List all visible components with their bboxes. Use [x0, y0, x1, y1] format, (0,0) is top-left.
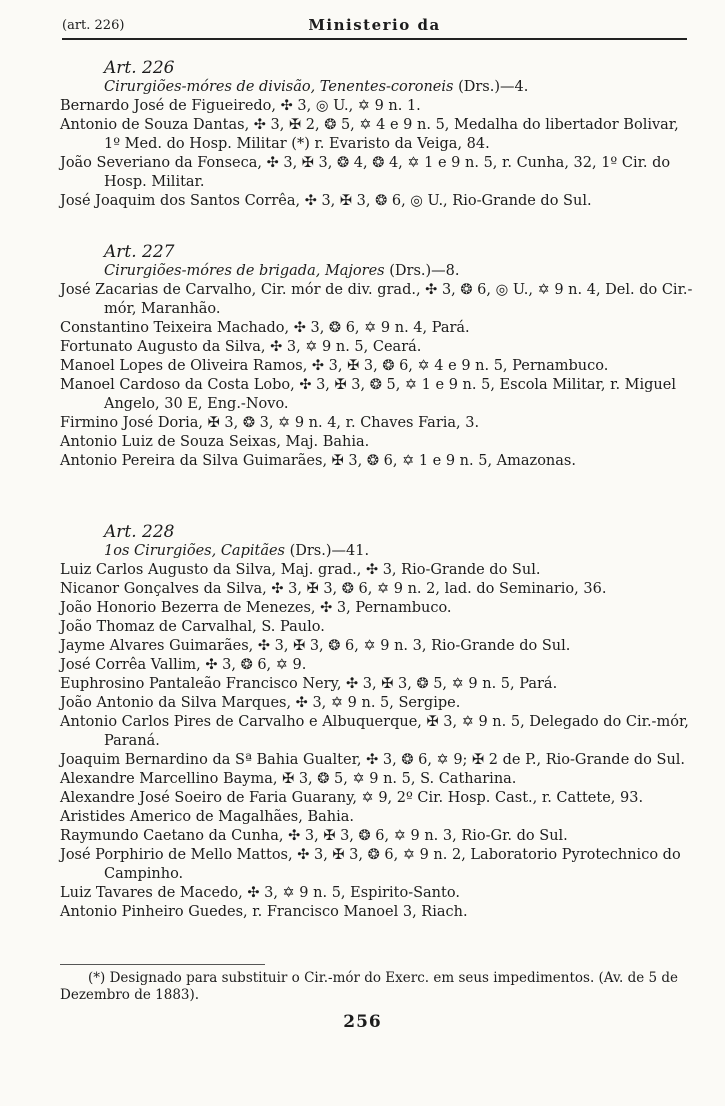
entry: Manoel Lopes de Oliveira Ramos, ✣ 3, ✠ 3, ❂ 6, ✡ 4 e 9 n. 5, Pernambuco. — [60, 358, 609, 374]
article-subtitle — [104, 262, 698, 281]
entry: Antonio Luiz de Souza Seixas, Maj. Bahia. — [60, 434, 370, 450]
entry: Bernardo José de Figueiredo, ✣ 3, ◎ U., ✡ 9 n. 1. — [60, 98, 421, 114]
entry: João Severiano da Fonseca, ✣ 3, ✠ 3, ❂ 4, ❂ 4, ✡ 1 e 9 n. 5, r. Cunha, 32, 1º Cir. do Hosp. Militar. — [60, 155, 671, 190]
entry: Raymundo Caetano da Cunha, ✣ 3, ✠ 3, ❂ 6, ✡ 9 n. 3, Rio-Gr. do Sul. — [60, 828, 568, 844]
section-art-228 — [60, 522, 698, 922]
article-subtitle — [104, 78, 698, 97]
entry: Antonio Pinheiro Guedes, r. Francisco Manoel 3, Riach. — [60, 904, 468, 920]
entry: Luiz Carlos Augusto da Silva, Maj. grad., ✣ 3, Rio-Grande do Sul. — [60, 562, 541, 578]
subtitle-count: (Drs.)—4. — [458, 79, 529, 95]
entry: Euphrosino Pantaleão Francisco Nery, ✣ 3, ✠ 3, ❂ 5, ✡ 9 n. 5, Pará. — [60, 676, 558, 692]
page-number: 256 — [343, 1012, 382, 1032]
article-title: Art. 226 — [104, 58, 175, 78]
entry: Jayme Alvares Guimarães, ✣ 3, ✠ 3, ❂ 6, ✡ 9 n. 3, Rio-Grande do Sul. — [60, 638, 571, 654]
entry: Manoel Cardoso da Costa Lobo, ✣ 3, ✠ 3, ❂ 5, ✡ 1 e 9 n. 5, Escola Militar, r. Miguel Angelo, 30 E, Eng.-Novo. — [60, 377, 676, 412]
entry: Alexandre Marcellino Bayma, ✠ 3, ❂ 5, ✡ 9 n. 5, S. Catharina. — [60, 771, 517, 787]
article-title: Art. 228 — [104, 522, 175, 542]
running-head — [62, 12, 687, 40]
entry: Luiz Tavares de Macedo, ✣ 3, ✡ 9 n. 5, Espirito-Santo. — [60, 885, 460, 901]
footnote: (*) Designado para substituir o Cir.-mór do Exerc. em seus impedimentos. (Av. de 5 de Dezembro de 1883). — [60, 970, 679, 1003]
entry: Constantino Teixeira Machado, ✣ 3, ❂ 6, ✡ 9 n. 4, Pará. — [60, 320, 470, 336]
entry: José Joaquim dos Santos Corrêa, ✣ 3, ✠ 3, ❂ 6, ◎ U., Rio-Grande do Sul. — [60, 193, 592, 209]
footnote-rule — [60, 964, 265, 965]
subtitle-italic: Cirurgiões-móres de divisão, Tenentes-coroneis — [104, 79, 454, 95]
section-art-227 — [60, 242, 698, 471]
entry: Joaquim Bernardino da Sª Bahia Gualter, ✣ 3, ❂ 6, ✡ 9; ✠ 2 de P., Rio-Grande do Sul. — [60, 752, 686, 768]
entry: José Porphirio de Mello Mattos, ✣ 3, ✠ 3, ❂ 6, ✡ 9 n. 2, Laboratorio Pyrotechnico do Campinho. — [60, 847, 681, 882]
article-subtitle — [104, 542, 698, 561]
header-article-ref: (art. 226) — [62, 18, 125, 33]
subtitle-italic: Cirurgiões-móres de brigada, Majores — [104, 263, 385, 279]
entry: Firmino José Doria, ✠ 3, ❂ 3, ✡ 9 n. 4, r. Chaves Faria, 3. — [60, 415, 480, 431]
entry: Nicanor Gonçalves da Silva, ✣ 3, ✠ 3, ❂ 6, ✡ 9 n. 2, lad. do Seminario, 36. — [60, 581, 607, 597]
entry: Alexandre José Soeiro de Faria Guarany, ✡ 9, 2º Cir. Hosp. Cast., r. Cattete, 93. — [60, 790, 644, 806]
header-title: Ministerio da — [308, 16, 441, 34]
entry: João Thomaz de Carvalhal, S. Paulo. — [60, 619, 325, 635]
entry: Antonio Pereira da Silva Guimarães, ✠ 3, ❂ 6, ✡ 1 e 9 n. 5, Amazonas. — [60, 453, 576, 469]
entry: Antonio de Souza Dantas, ✣ 3, ✠ 2, ❂ 5, ✡ 4 e 9 n. 5, Medalha do libertador Bolivar, 1º Med. do Hosp. Militar (*) r. Evaristo da Veiga, 84. — [60, 117, 679, 152]
entry: José Corrêa Vallim, ✣ 3, ❂ 6, ✡ 9. — [60, 657, 307, 673]
subtitle-count: (Drs.)—41. — [289, 543, 370, 559]
subtitle-italic: 1os Cirurgiões, Capitães — [104, 543, 285, 559]
entry: João Antonio da Silva Marques, ✣ 3, ✡ 9 n. 5, Sergipe. — [60, 695, 461, 711]
entry: Fortunato Augusto da Silva, ✣ 3, ✡ 9 n. 5, Ceará. — [60, 339, 422, 355]
entry: Antonio Carlos Pires de Carvalho e Albuquerque, ✠ 3, ✡ 9 n. 5, Delegado do Cir.-mór, Paraná. — [60, 714, 689, 749]
article-title: Art. 227 — [104, 242, 175, 262]
entry: Aristides Americo de Magalhães, Bahia. — [60, 809, 354, 825]
section-art-226 — [60, 58, 698, 211]
entry: João Honorio Bezerra de Menezes, ✣ 3, Pernambuco. — [60, 600, 452, 616]
subtitle-count: (Drs.)—8. — [389, 263, 460, 279]
entry: José Zacarias de Carvalho, Cir. mór de div. grad., ✣ 3, ❂ 6, ◎ U., ✡ 9 n. 4, Del. do Cir.-mór, Maranhão. — [60, 282, 693, 317]
